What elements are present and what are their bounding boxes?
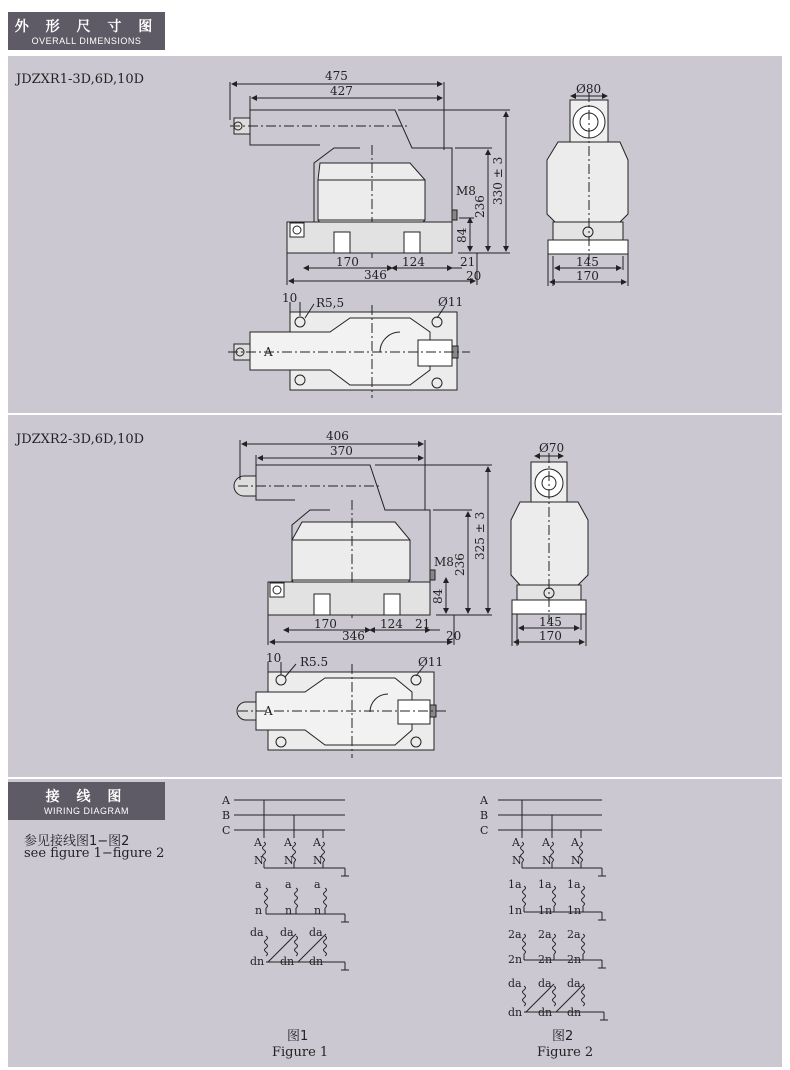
m1-side-145: 145 — [576, 255, 599, 269]
fig2-N-3: N — [571, 854, 581, 867]
wiring-note-en: see figure 1−figure 2 — [24, 846, 165, 861]
fig2-2n-2: 2n — [538, 953, 553, 966]
fig2-1n-2: 1n — [538, 904, 553, 917]
wiring-title-cn: 接 线 图 — [45, 789, 128, 805]
fig2-dn-1: dn — [508, 1006, 523, 1019]
m1-top-r: R5,5 — [316, 296, 345, 310]
m2-dim-325: 325 ± 3 — [473, 511, 487, 560]
fig2-2n-3: 2n — [567, 953, 582, 966]
fig1-phase-b: B — [222, 809, 231, 822]
fig1-N-3: N — [313, 854, 323, 867]
fig1-a-1: a — [255, 878, 262, 891]
fig1-A-3: A — [313, 836, 321, 849]
fig2-2a-3: 2a — [567, 928, 581, 941]
m1-dim-20: 20 — [466, 269, 482, 283]
m1-top-hole: Ø11 — [438, 295, 464, 309]
m2-dim-84: 84 — [431, 588, 445, 604]
fig1-n-3: n — [314, 904, 322, 917]
fig1-da-1: da — [250, 926, 264, 939]
fig1-dn-1: dn — [250, 955, 265, 968]
fig2-da-1: da — [508, 977, 522, 990]
fig2-phase-c: C — [480, 824, 489, 837]
wiring-title-en: WIRING DIAGRAM — [44, 806, 129, 816]
m2-dim-21: 21 — [415, 617, 431, 631]
fig1-A-1: A — [254, 836, 262, 849]
fig1-da-3: da — [309, 926, 323, 939]
m2-top-hole: Ø11 — [418, 655, 444, 669]
model-2-front-view — [234, 440, 492, 645]
fig2-2n-1: 2n — [508, 953, 523, 966]
fig2-caption-cn: 图2 — [552, 1029, 574, 1044]
fig1-caption-en: Figure 1 — [272, 1045, 329, 1060]
m1-top-10: 10 — [282, 291, 298, 305]
fig2-dn-3: dn — [567, 1006, 582, 1019]
m1-dim-170: 170 — [336, 255, 359, 269]
m1-dim-m8: M8 — [456, 184, 476, 198]
m2-dim-170: 170 — [314, 617, 337, 631]
fig1-N-2: N — [284, 854, 294, 867]
m2-dim-346: 346 — [342, 629, 365, 643]
m1-top-a: A — [264, 345, 273, 359]
fig1-da-2: da — [280, 926, 294, 939]
m1-dim-236: 236 — [473, 195, 487, 218]
m2-side-170: 170 — [539, 629, 562, 643]
m2-dim-370: 370 — [330, 444, 353, 458]
fig2-A-2: A — [542, 836, 550, 849]
fig1-N-1: N — [254, 854, 264, 867]
wiring-note-cn: 参见接线图1−图2 — [24, 834, 130, 849]
m2-dim-236: 236 — [453, 553, 467, 576]
fig2-N-2: N — [542, 854, 552, 867]
fig1-caption-cn: 图1 — [287, 1029, 309, 1044]
m2-dim-m8: M8 — [434, 555, 454, 569]
m1-side-170: 170 — [576, 269, 599, 283]
fig2-1a-1: 1a — [508, 878, 522, 891]
model-1-name: JDZXR1-3D,6D,10D — [16, 72, 145, 87]
m1-dim-427: 427 — [330, 84, 353, 98]
fig2-1a-3: 1a — [567, 878, 581, 891]
fig1-phase-a: A — [222, 794, 230, 807]
fig2-dn-2: dn — [538, 1006, 553, 1019]
m1-dim-124: 124 — [402, 255, 425, 269]
m1-dim-346: 346 — [364, 268, 387, 282]
fig2-2a-2: 2a — [538, 928, 552, 941]
fig1-A-2: A — [284, 836, 292, 849]
m2-dim-124: 124 — [380, 617, 403, 631]
fig2-caption-en: Figure 2 — [537, 1045, 594, 1060]
m2-top-r: R5.5 — [300, 655, 329, 669]
m2-top-a: A — [264, 704, 273, 718]
fig2-da-3: da — [567, 977, 581, 990]
fig1-phase-c: C — [222, 824, 231, 837]
m1-side-dia: Ø80 — [576, 82, 602, 96]
fig2-1n-3: 1n — [567, 904, 582, 917]
fig2-N-1: N — [512, 854, 522, 867]
m2-side-dia: Ø70 — [539, 441, 565, 455]
fig2-da-2: da — [538, 977, 552, 990]
m1-dim-21: 21 — [460, 255, 476, 269]
fig1-dn-3: dn — [309, 955, 324, 968]
header-title-en: OVERALL DIMENSIONS — [31, 36, 142, 46]
fig1-n-1: n — [255, 904, 263, 917]
fig2-phase-a: A — [480, 794, 488, 807]
fig2-2a-1: 2a — [508, 928, 522, 941]
fig1-a-2: a — [285, 878, 292, 891]
fig2-1n-1: 1n — [508, 904, 523, 917]
model-2-name: JDZXR2-3D,6D,10D — [16, 432, 145, 447]
m2-dim-20: 20 — [446, 629, 462, 643]
m1-dim-475: 475 — [325, 69, 348, 83]
m2-side-145: 145 — [539, 615, 562, 629]
header-title-cn: 外 形 尺 寸 图 — [14, 19, 159, 35]
m2-top-10: 10 — [266, 651, 282, 665]
fig1-a-3: a — [314, 878, 321, 891]
fig2-1a-2: 1a — [538, 878, 552, 891]
fig1-n-2: n — [285, 904, 293, 917]
fig2-phase-b: B — [480, 809, 489, 822]
fig1-dn-2: dn — [280, 955, 295, 968]
m2-dim-406: 406 — [326, 429, 349, 443]
m1-dim-330: 330 ± 3 — [491, 156, 505, 205]
fig2-A-3: A — [571, 836, 579, 849]
fig2-A-1: A — [512, 836, 520, 849]
m1-dim-84: 84 — [455, 227, 469, 243]
